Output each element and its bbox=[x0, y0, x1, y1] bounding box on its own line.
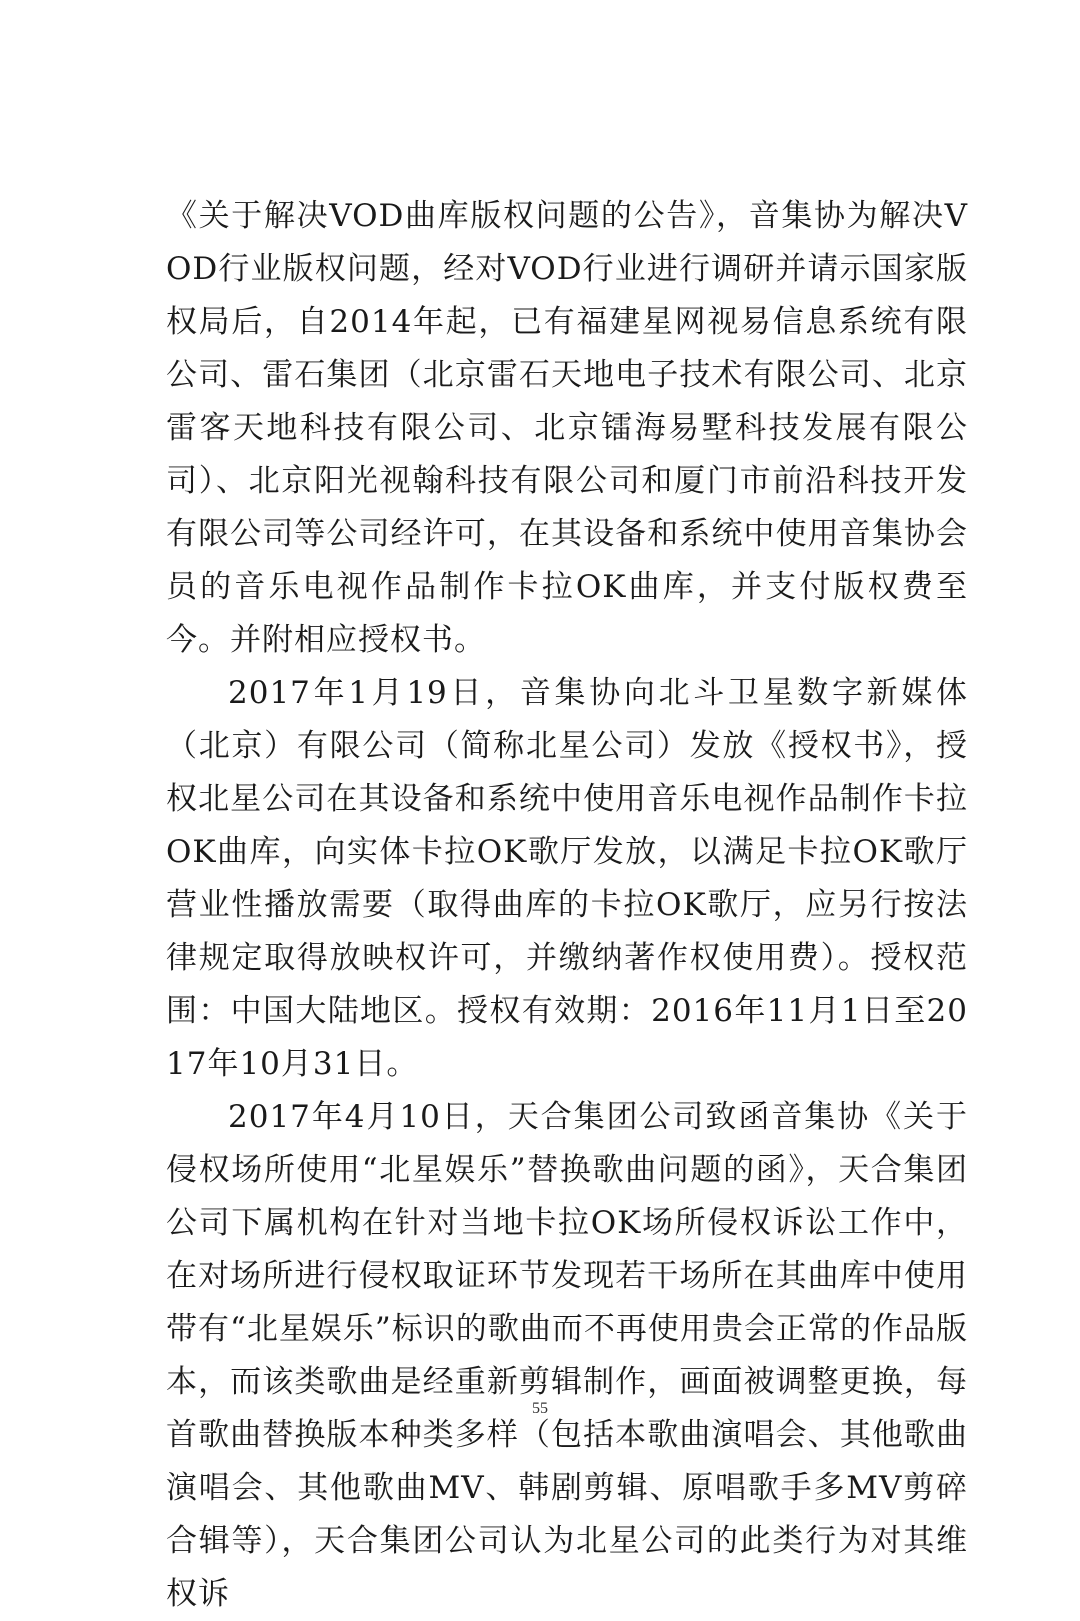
paragraph-tianhe-letter: 2017年4月10日，天合集团公司致函音集协《关于侵权场所使用“北星娱乐”替换歌曲问题的函》，天合集团公司下属机构在针对当地卡拉OK场所侵权诉讼工作中，在对场所进行侵权取证环节发现若干场所在其曲库中使用带有“北星娱乐”标识的歌曲而不再使用贵会正常的作品版本，而该类歌曲是经重新剪辑制作，画面被调整更换，每首歌曲替换版本种类多样（包括本歌曲演唱会、其他歌曲演唱会、其他歌曲MV、韩剧剪辑、原唱歌手多MV剪碎合辑等），天合集团公司认为北星公司的此类行为对其维权诉 bbox=[166, 1099, 968, 1612]
page-number: 55 bbox=[532, 1400, 548, 1417]
paragraph-vod-announcement: 《关于解决VOD曲库版权问题的公告》，音集协为解决VOD行业版权问题，经对VOD行业进行调研并请示国家版权局后，自2014年起，已有福建星网视易信息系统有限公司、雷石集团（北京雷石天地电子技术有限公司、北京雷客天地科技有限公司、北京镭海易墅科技发展有限公司）、北京阳光视翰科技有限公司和厦门市前沿科技开发有限公司等公司经许可，在其设备和系统中使用音集协会员的音乐电视作品制作卡拉OK曲库，并支付版权费至今。并附相应授权书。 bbox=[166, 198, 968, 658]
paragraph-beixing-authorization: 2017年1月19日，音集协向北斗卫星数字新媒体（北京）有限公司（简称北星公司）发放《授权书》，授权北星公司在其设备和系统中使用音乐电视作品制作卡拉OK曲库，向实体卡拉OK歌厅发放，以满足卡拉OK歌厅营业性播放需要（取得曲库的卡拉OK歌厅，应另行按法律规定取得放映权许可，并缴纳著作权使用费）。授权范围：中国大陆地区。授权有效期：2016年11月1日至2017年10月31日。 bbox=[166, 675, 968, 1082]
